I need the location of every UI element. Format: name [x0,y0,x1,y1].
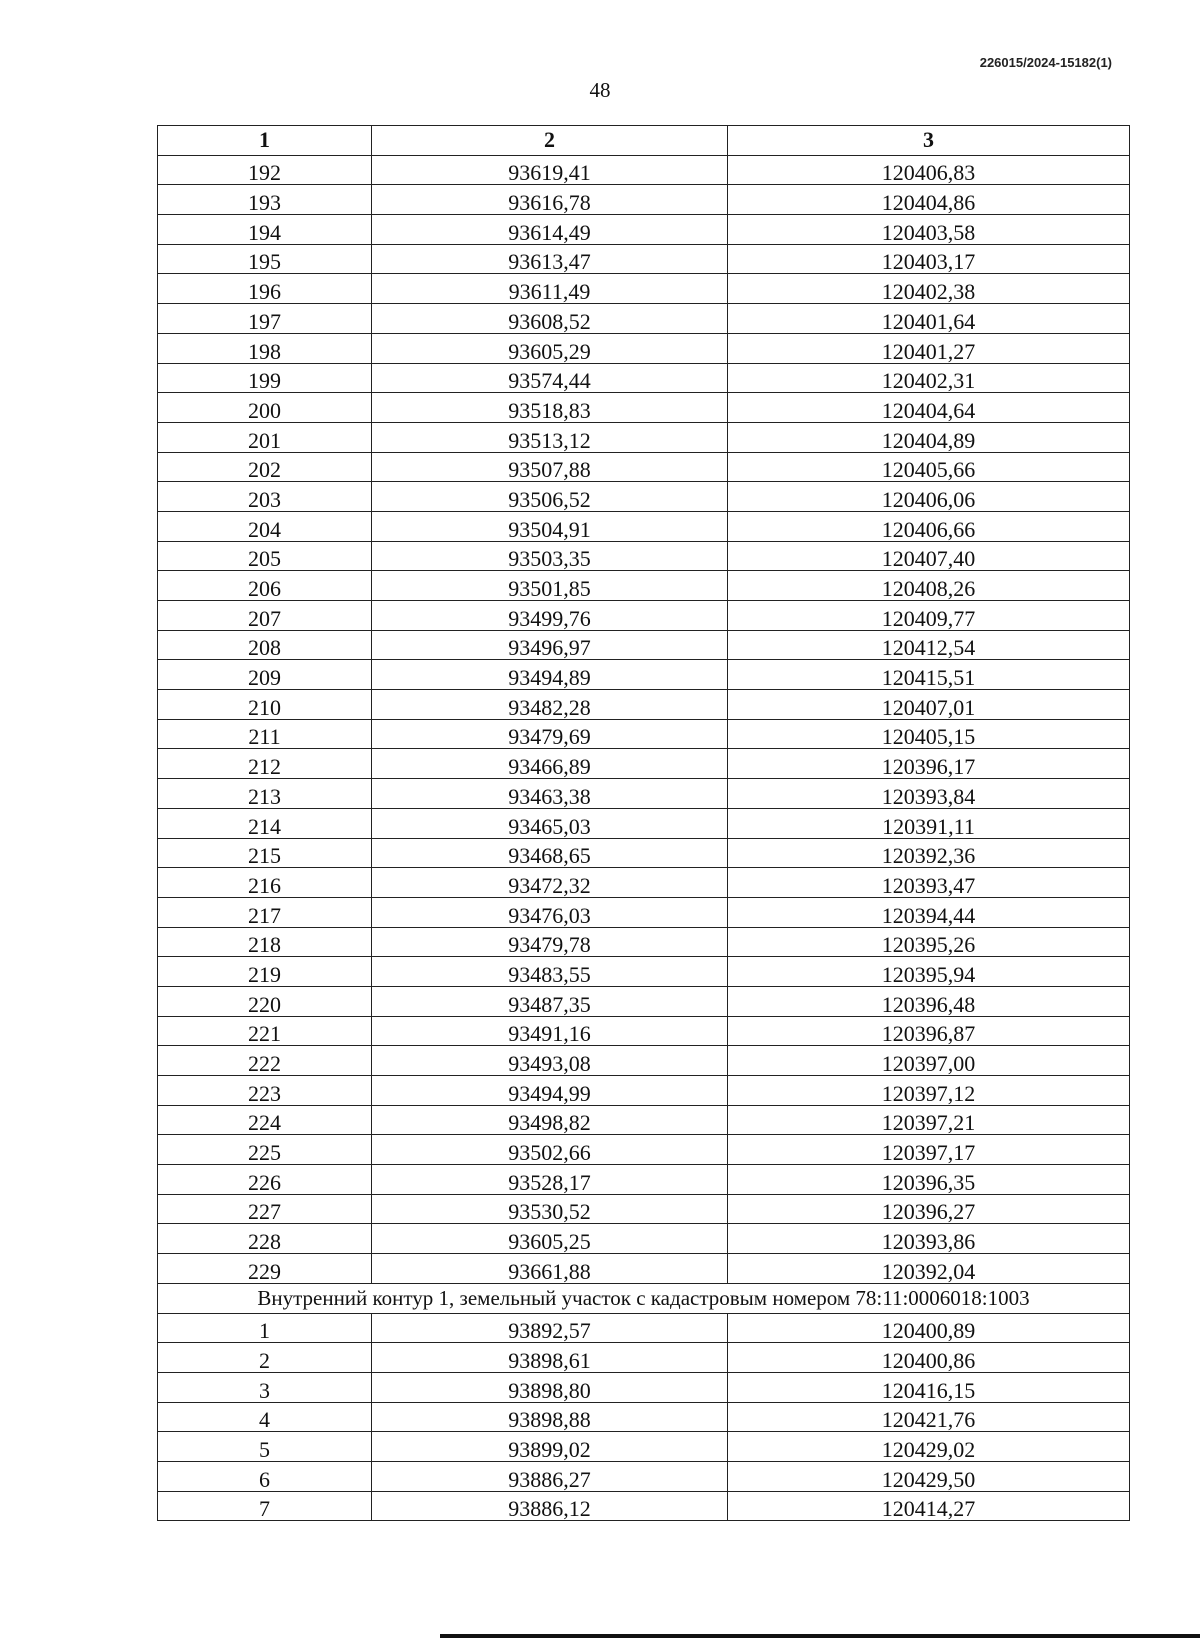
y-coordinate-cell: 120396,48 [728,986,1130,1016]
point-number-cell: 7 [158,1491,372,1521]
x-coordinate-cell: 93465,03 [372,808,728,838]
table-row [158,215,1130,245]
table-row [158,155,1130,185]
section-title: Внутренний контур 1, земельный участок с кадастровым номером 78:11:0006018:1003 [158,1283,1130,1313]
table-row [158,274,1130,304]
table-row [158,511,1130,541]
point-number-cell: 3 [158,1372,372,1402]
document-id: 226015/2024-15182(1) [979,55,1112,70]
y-coordinate-cell: 120409,77 [728,601,1130,631]
x-coordinate-cell: 93886,27 [372,1461,728,1491]
table-row [158,571,1130,601]
table-row [158,838,1130,868]
x-coordinate-cell: 93493,08 [372,1046,728,1076]
y-coordinate-cell: 120395,94 [728,957,1130,987]
x-coordinate-cell: 93528,17 [372,1165,728,1195]
table-row [158,601,1130,631]
x-coordinate-cell: 93616,78 [372,185,728,215]
y-coordinate-cell: 120400,89 [728,1313,1130,1343]
x-coordinate-cell: 93499,76 [372,601,728,631]
table-row [158,1343,1130,1373]
x-coordinate-cell: 93468,65 [372,838,728,868]
table-body [158,155,1130,1521]
point-number-cell: 213 [158,779,372,809]
y-coordinate-cell: 120404,86 [728,185,1130,215]
point-number-cell: 227 [158,1194,372,1224]
x-coordinate-cell: 93619,41 [372,155,728,185]
point-number-cell: 193 [158,185,372,215]
table-row [158,868,1130,898]
y-coordinate-cell: 120403,58 [728,215,1130,245]
x-coordinate-cell: 93503,35 [372,541,728,571]
point-number-cell: 194 [158,215,372,245]
x-coordinate-cell: 93491,16 [372,1016,728,1046]
x-coordinate-cell: 93482,28 [372,690,728,720]
x-coordinate-cell: 93899,02 [372,1432,728,1462]
table-row [158,1016,1130,1046]
point-number-cell: 221 [158,1016,372,1046]
y-coordinate-cell: 120394,44 [728,897,1130,927]
table-row [158,690,1130,720]
point-number-cell: 196 [158,274,372,304]
table-row [158,422,1130,452]
x-coordinate-cell: 93506,52 [372,482,728,512]
table-row [158,1135,1130,1165]
x-coordinate-cell: 93530,52 [372,1194,728,1224]
section-row [158,1283,1130,1313]
point-number-cell: 218 [158,927,372,957]
x-coordinate-cell: 93661,88 [372,1254,728,1284]
table-row [158,719,1130,749]
y-coordinate-cell: 120392,04 [728,1254,1130,1284]
table-row [158,1372,1130,1402]
y-coordinate-cell: 120404,89 [728,422,1130,452]
y-coordinate-cell: 120396,87 [728,1016,1130,1046]
y-coordinate-cell: 120429,50 [728,1461,1130,1491]
point-number-cell: 211 [158,719,372,749]
point-number-cell: 198 [158,333,372,363]
x-coordinate-cell: 93886,12 [372,1491,728,1521]
y-coordinate-cell: 120392,36 [728,838,1130,868]
x-coordinate-cell: 93498,82 [372,1105,728,1135]
point-number-cell: 224 [158,1105,372,1135]
table-row [158,363,1130,393]
table-row [158,393,1130,423]
table-row [158,482,1130,512]
x-coordinate-cell: 93574,44 [372,363,728,393]
column-header-1: 1 [158,126,372,156]
x-coordinate-cell: 93487,35 [372,986,728,1016]
y-coordinate-cell: 120407,40 [728,541,1130,571]
table-row [158,1046,1130,1076]
table-row [158,244,1130,274]
table-row [158,333,1130,363]
point-number-cell: 228 [158,1224,372,1254]
y-coordinate-cell: 120402,38 [728,274,1130,304]
y-coordinate-cell: 120406,66 [728,511,1130,541]
point-number-cell: 199 [158,363,372,393]
y-coordinate-cell: 120395,26 [728,927,1130,957]
x-coordinate-cell: 93496,97 [372,630,728,660]
x-coordinate-cell: 93507,88 [372,452,728,482]
table-row [158,1402,1130,1432]
table-row [158,957,1130,987]
table-row [158,897,1130,927]
y-coordinate-cell: 120405,66 [728,452,1130,482]
y-coordinate-cell: 120412,54 [728,630,1130,660]
y-coordinate-cell: 120407,01 [728,690,1130,720]
x-coordinate-cell: 93476,03 [372,897,728,927]
x-coordinate-cell: 93504,91 [372,511,728,541]
point-number-cell: 219 [158,957,372,987]
y-coordinate-cell: 120393,47 [728,868,1130,898]
y-coordinate-cell: 120415,51 [728,660,1130,690]
table-row [158,1491,1130,1521]
x-coordinate-cell: 93501,85 [372,571,728,601]
y-coordinate-cell: 120401,64 [728,304,1130,334]
y-coordinate-cell: 120391,11 [728,808,1130,838]
y-coordinate-cell: 120405,15 [728,719,1130,749]
point-number-cell: 204 [158,511,372,541]
x-coordinate-cell: 93483,55 [372,957,728,987]
point-number-cell: 203 [158,482,372,512]
point-number-cell: 208 [158,630,372,660]
x-coordinate-cell: 93613,47 [372,244,728,274]
point-number-cell: 205 [158,541,372,571]
y-coordinate-cell: 120396,17 [728,749,1130,779]
y-coordinate-cell: 120397,21 [728,1105,1130,1135]
point-number-cell: 226 [158,1165,372,1195]
point-number-cell: 220 [158,986,372,1016]
point-number-cell: 212 [158,749,372,779]
table-row [158,1254,1130,1284]
table-row [158,779,1130,809]
y-coordinate-cell: 120406,06 [728,482,1130,512]
y-coordinate-cell: 120400,86 [728,1343,1130,1373]
point-number-cell: 223 [158,1076,372,1106]
y-coordinate-cell: 120429,02 [728,1432,1130,1462]
y-coordinate-cell: 120421,76 [728,1402,1130,1432]
x-coordinate-cell: 93494,89 [372,660,728,690]
table-row [158,1105,1130,1135]
x-coordinate-cell: 93502,66 [372,1135,728,1165]
point-number-cell: 229 [158,1254,372,1284]
x-coordinate-cell: 93605,29 [372,333,728,363]
table-row [158,749,1130,779]
y-coordinate-cell: 120397,12 [728,1076,1130,1106]
column-header-2: 2 [372,126,728,156]
point-number-cell: 6 [158,1461,372,1491]
x-coordinate-cell: 93605,25 [372,1224,728,1254]
point-number-cell: 216 [158,868,372,898]
table-row [158,452,1130,482]
point-number-cell: 202 [158,452,372,482]
table-row [158,1461,1130,1491]
point-number-cell: 201 [158,422,372,452]
x-coordinate-cell: 93466,89 [372,749,728,779]
point-number-cell: 2 [158,1343,372,1373]
y-coordinate-cell: 120396,27 [728,1194,1130,1224]
point-number-cell: 4 [158,1402,372,1432]
x-coordinate-cell: 93463,38 [372,779,728,809]
y-coordinate-cell: 120406,83 [728,155,1130,185]
table-row [158,541,1130,571]
table-row [158,1432,1130,1462]
table-row [158,185,1130,215]
scan-edge-line [440,1634,1200,1638]
point-number-cell: 225 [158,1135,372,1165]
y-coordinate-cell: 120403,17 [728,244,1130,274]
x-coordinate-cell: 93898,80 [372,1372,728,1402]
y-coordinate-cell: 120393,86 [728,1224,1130,1254]
table-row [158,660,1130,690]
point-number-cell: 195 [158,244,372,274]
table-row [158,630,1130,660]
x-coordinate-cell: 93611,49 [372,274,728,304]
x-coordinate-cell: 93479,69 [372,719,728,749]
column-header-3: 3 [728,126,1130,156]
table-row [158,1194,1130,1224]
point-number-cell: 207 [158,601,372,631]
table-row [158,1313,1130,1343]
x-coordinate-cell: 93479,78 [372,927,728,957]
point-number-cell: 222 [158,1046,372,1076]
table-row [158,808,1130,838]
point-number-cell: 197 [158,304,372,334]
x-coordinate-cell: 93513,12 [372,422,728,452]
x-coordinate-cell: 93898,88 [372,1402,728,1432]
table-header-row [158,126,1130,156]
point-number-cell: 5 [158,1432,372,1462]
y-coordinate-cell: 120393,84 [728,779,1130,809]
x-coordinate-cell: 93892,57 [372,1313,728,1343]
table-row [158,986,1130,1016]
point-number-cell: 192 [158,155,372,185]
point-number-cell: 206 [158,571,372,601]
point-number-cell: 200 [158,393,372,423]
coordinates-table [157,125,1130,1521]
point-number-cell: 209 [158,660,372,690]
y-coordinate-cell: 120402,31 [728,363,1130,393]
table-row [158,1165,1130,1195]
x-coordinate-cell: 93614,49 [372,215,728,245]
point-number-cell: 214 [158,808,372,838]
x-coordinate-cell: 93472,32 [372,868,728,898]
x-coordinate-cell: 93608,52 [372,304,728,334]
table-row [158,304,1130,334]
point-number-cell: 1 [158,1313,372,1343]
y-coordinate-cell: 120396,35 [728,1165,1130,1195]
y-coordinate-cell: 120408,26 [728,571,1130,601]
y-coordinate-cell: 120404,64 [728,393,1130,423]
y-coordinate-cell: 120397,00 [728,1046,1130,1076]
table-row [158,1076,1130,1106]
x-coordinate-cell: 93518,83 [372,393,728,423]
x-coordinate-cell: 93898,61 [372,1343,728,1373]
table-row [158,927,1130,957]
y-coordinate-cell: 120416,15 [728,1372,1130,1402]
page-number: 48 [589,78,611,102]
y-coordinate-cell: 120401,27 [728,333,1130,363]
point-number-cell: 217 [158,897,372,927]
point-number-cell: 215 [158,838,372,868]
y-coordinate-cell: 120414,27 [728,1491,1130,1521]
y-coordinate-cell: 120397,17 [728,1135,1130,1165]
table-row [158,1224,1130,1254]
point-number-cell: 210 [158,690,372,720]
x-coordinate-cell: 93494,99 [372,1076,728,1106]
